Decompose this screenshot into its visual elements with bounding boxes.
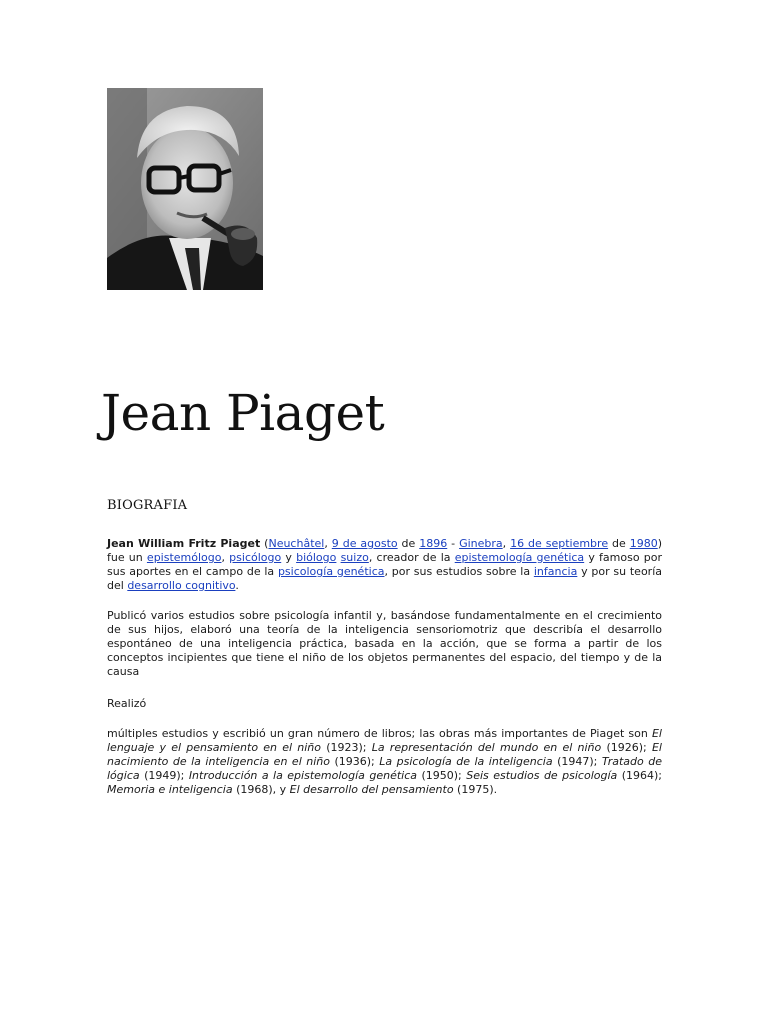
work-title: Memoria e inteligencia — [107, 783, 233, 796]
work-title: Tratado de lógica — [107, 755, 662, 782]
work-title: La representación del mundo en el niño — [371, 741, 602, 754]
subject-name: Jean William Fritz Piaget — [107, 537, 261, 550]
theory-paragraph: Publicó varios estudios sobre psicología infantil y, basándose fundamentalmente en el crecimiento de sus hijos, elaboró una teoría de la inteligencia sensoriomotriz que describía el desarrollo espontáneo de una inteligencia práctica, basada en la acción, que se forma a partir de los conceptos incipientes que tiene el niño de los objetos permanentes del espacio, del tiempo y de la causa — [107, 609, 662, 678]
biography-paragraph: Jean William Fritz Piaget (Neuchâtel, 9 de agosto de 1896 - Ginebra, 16 de septiembre de 1980) fue un epistemólogo, psicólogo y biólogo suizo, creador de la epistemología genética y famoso por sus aportes en el campo de la psicología genética, por sus estudios sobre la infancia y por su teoría del desarrollo cognitivo. — [107, 537, 663, 592]
link-epistemologia-genetica[interactable]: epistemología genética — [454, 551, 585, 564]
link-desarrollo-cognitivo[interactable]: desarrollo cognitivo — [127, 579, 236, 592]
link-birth-date[interactable]: 9 de agosto — [331, 537, 398, 550]
link-birth-year[interactable]: 1896 — [419, 537, 448, 550]
link-death-date[interactable]: 16 de septiembre — [510, 537, 609, 550]
work-title: Seis estudios de psicología — [466, 769, 618, 782]
link-neuchatel[interactable]: Neuchâtel — [268, 537, 325, 550]
work-title: Introducción a la epistemología genética — [188, 769, 418, 782]
link-psicologo[interactable]: psicólogo — [229, 551, 282, 564]
link-psicologia-genetica[interactable]: psicología genética — [277, 565, 385, 578]
link-epistemologo[interactable]: epistemólogo — [146, 551, 222, 564]
link-suizo[interactable]: suizo — [340, 551, 369, 564]
work-title: La psicología de la inteligencia — [379, 755, 553, 768]
section-heading-biografia: BIOGRAFIA — [107, 498, 188, 513]
work-title: El nacimiento de la inteligencia en el niño — [107, 741, 662, 768]
link-ginebra[interactable]: Ginebra — [459, 537, 503, 550]
work-title: El lenguaje y el pensamiento en el niño — [107, 727, 662, 754]
link-biologo[interactable]: biólogo — [296, 551, 337, 564]
link-death-year[interactable]: 1980 — [629, 537, 658, 550]
page-title: Jean Piaget — [101, 384, 385, 442]
works-paragraph: múltiples estudios y escribió un gran número de libros; las obras más importantes de Piaget son El lenguaje y el pensamiento en el niño (1923); La representación del mundo en el niño (1926); El nacimiento de la inteligencia en el niño (1936); La psicología de la inteligencia (1947); Tratado de lógica (1949); Introducción a la epistemología genética (1950); Seis estudios de psicología (1964); Memoria e inteligencia (1968), y El desarrollo del pensamiento (1975). — [107, 727, 662, 796]
realizo-line: Realizó — [107, 697, 147, 710]
work-title: El desarrollo del pensamiento — [289, 783, 454, 796]
link-infancia[interactable]: infancia — [533, 565, 578, 578]
portrait-photo — [107, 88, 263, 290]
